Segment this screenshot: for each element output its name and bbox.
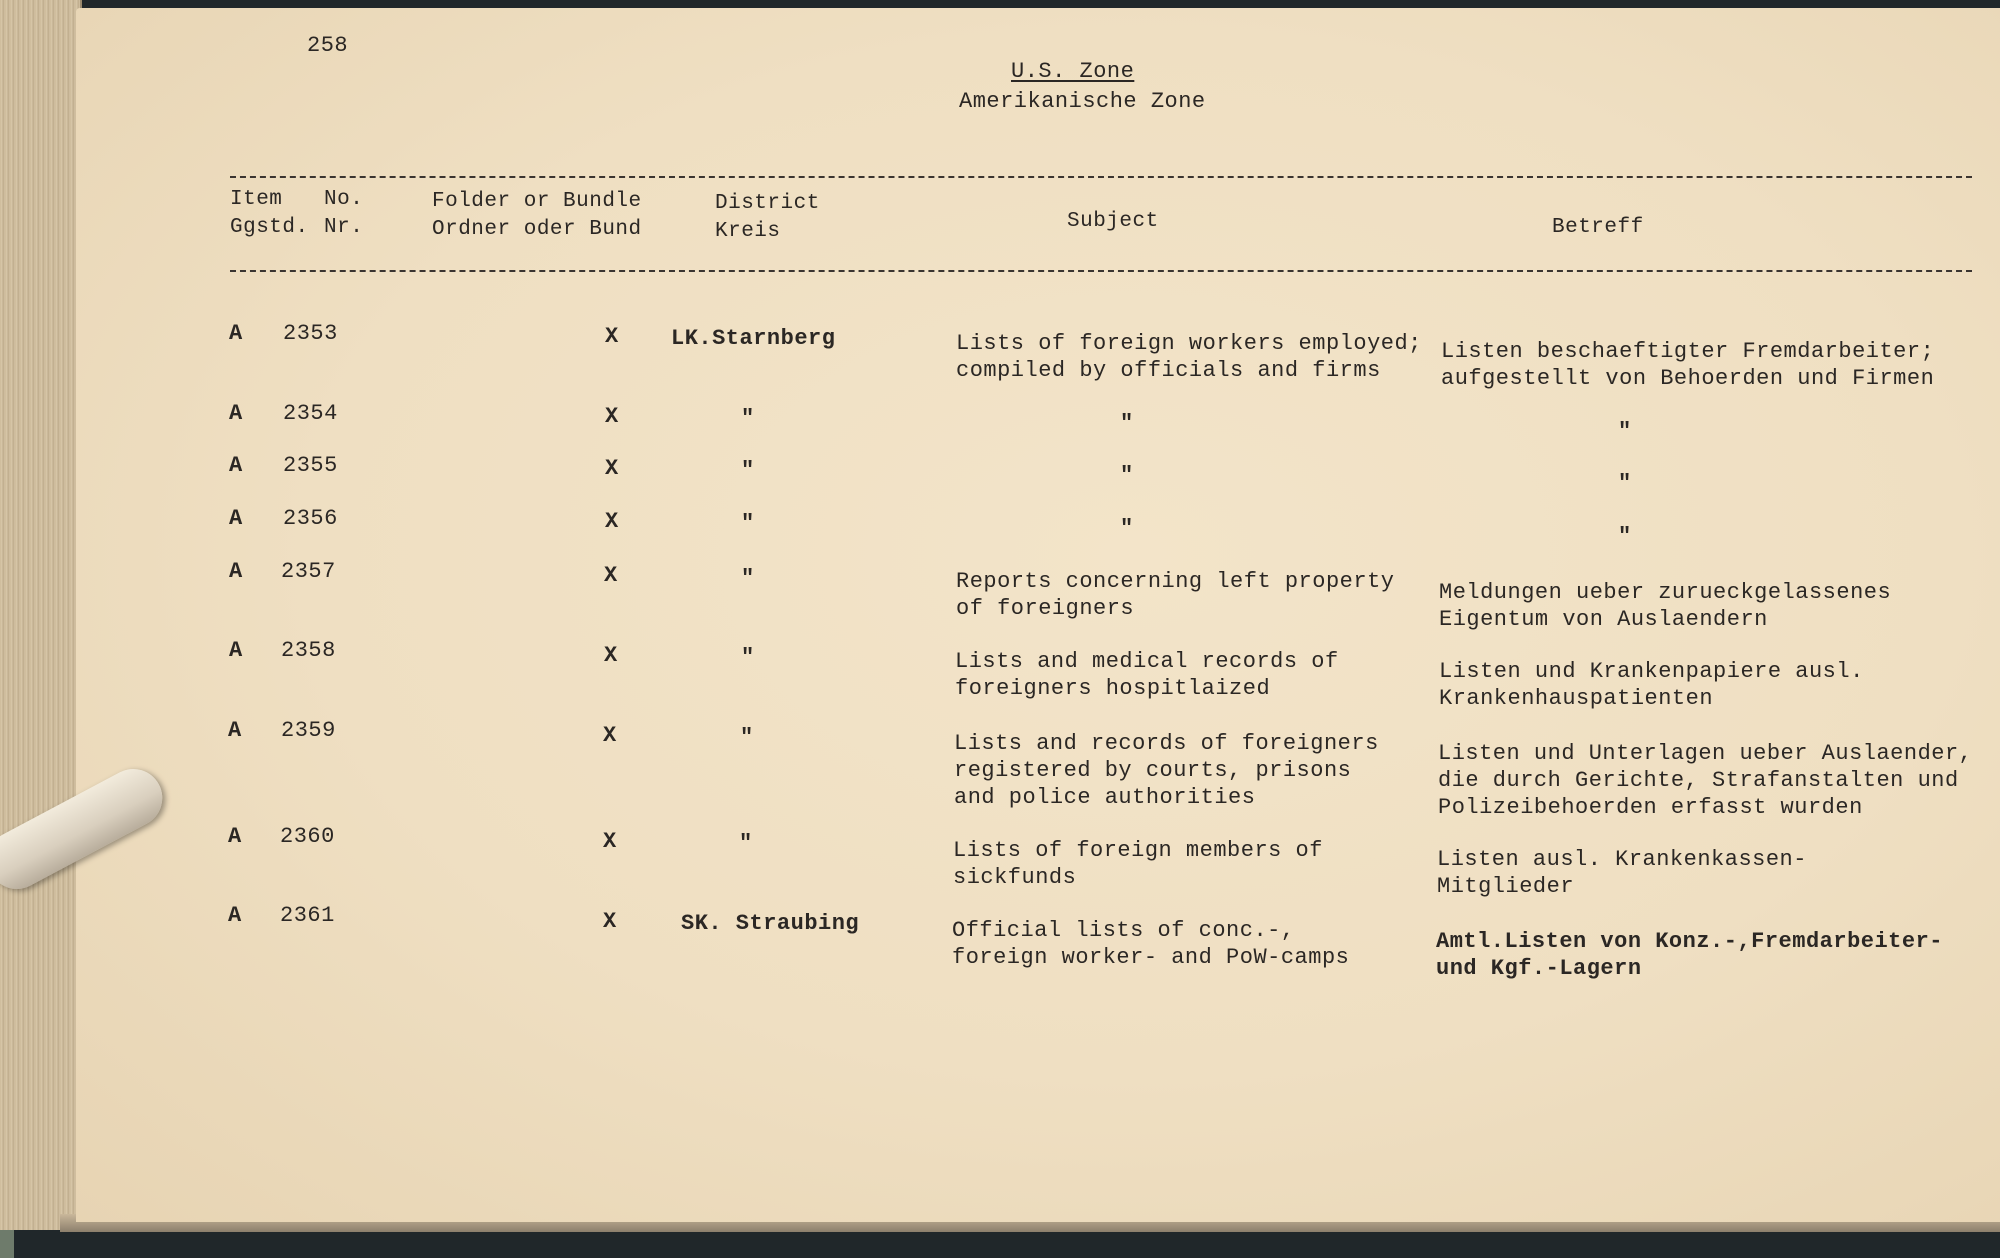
- zone-subtitle: Amerikanische Zone: [959, 89, 1206, 114]
- row-folder-mark: X: [605, 456, 619, 481]
- row-number: 2360: [280, 824, 335, 849]
- row-betreff: Meldungen ueber zurueckgelassenes Eigentum von Auslaendern: [1439, 580, 1892, 632]
- row-subject: Official lists of conc.-, foreign worker- and PoW-camps: [952, 918, 1350, 970]
- row-number: 2355: [283, 453, 338, 478]
- col-no-label-de: Nr.: [324, 216, 364, 239]
- row-subject: ": [1120, 463, 1134, 488]
- col-folder-label-de: Ordner oder Bund: [432, 218, 642, 241]
- col-folder-label: Folder or Bundle: [432, 190, 642, 213]
- col-item-label-de: Ggstd.: [230, 216, 309, 239]
- row-betreff: Listen ausl. Krankenkassen- Mitglieder: [1437, 847, 1807, 899]
- col-item-label: Item: [230, 188, 283, 211]
- row-betreff: Listen beschaeftigter Fremdarbeiter; aufgestellt von Behoerden und Firmen: [1441, 339, 1935, 391]
- zone-title: U.S. Zone: [1011, 59, 1135, 84]
- row-item: A: [229, 453, 243, 478]
- row-subject: Reports concerning left property of foreigners: [956, 569, 1395, 621]
- row-number: 2353: [283, 321, 338, 346]
- header-rule-top: [230, 176, 1972, 178]
- row-item: A: [229, 559, 243, 584]
- row-subject: Lists of foreign workers employed; compiled by officials and firms: [956, 331, 1422, 383]
- row-district: ": [741, 458, 755, 483]
- row-item: A: [229, 321, 243, 346]
- row-folder-mark: X: [604, 643, 618, 668]
- row-subject: Lists and medical records of foreigners hospitlaized: [955, 649, 1339, 701]
- row-district: ": [741, 566, 755, 591]
- row-number: 2356: [283, 506, 338, 531]
- row-item: A: [229, 401, 243, 426]
- row-subject: Lists of foreign members of sickfunds: [953, 838, 1323, 890]
- row-subject: Lists and records of foreigners registered by courts, prisons and police authorities: [954, 731, 1379, 810]
- row-folder-mark: X: [604, 563, 618, 588]
- row-district: ": [741, 511, 755, 536]
- row-item: A: [228, 903, 242, 928]
- row-betreff: ": [1618, 471, 1632, 496]
- row-folder-mark: X: [605, 509, 619, 534]
- page-number: 258: [307, 33, 349, 58]
- row-betreff: Listen und Unterlagen ueber Auslaender, die durch Gerichte, Strafanstalten und Polizeibehoerden erfasst wurden: [1438, 741, 1973, 820]
- col-district-label: District: [715, 192, 820, 215]
- row-betreff: ": [1618, 419, 1632, 444]
- row-betreff: Amtl.Listen von Konz.-,Fremdarbeiter- und Kgf.-Lagern: [1436, 929, 1943, 981]
- row-district: ": [741, 645, 755, 670]
- row-number: 2361: [280, 903, 335, 928]
- col-betreff-label: Betreff: [1552, 216, 1644, 239]
- row-folder-mark: X: [603, 723, 617, 748]
- row-number: 2357: [281, 559, 336, 584]
- row-item: A: [229, 506, 243, 531]
- row-folder-mark: X: [605, 324, 619, 349]
- row-number: 2359: [281, 718, 336, 743]
- row-subject: ": [1120, 411, 1134, 436]
- row-district: LK.Starnberg: [671, 326, 836, 351]
- row-subject: ": [1120, 516, 1134, 541]
- row-item: A: [228, 824, 242, 849]
- row-number: 2358: [281, 638, 336, 663]
- row-betreff: Listen und Krankenpapiere ausl. Krankenhauspatienten: [1439, 659, 1864, 711]
- row-betreff: ": [1618, 524, 1632, 549]
- header-rule-bottom: [230, 270, 1972, 272]
- row-district: ": [739, 831, 753, 856]
- col-district-label-de: Kreis: [715, 220, 781, 243]
- col-subject-label: Subject: [1067, 210, 1159, 233]
- col-no-label: No.: [324, 188, 364, 211]
- row-district: ": [741, 406, 755, 431]
- row-district: ": [740, 725, 754, 750]
- row-item: A: [229, 638, 243, 663]
- book-page-edges: [0, 0, 82, 1230]
- row-folder-mark: X: [603, 909, 617, 934]
- row-number: 2354: [283, 401, 338, 426]
- row-district: SK. Straubing: [681, 911, 860, 936]
- row-item: A: [228, 718, 242, 743]
- row-folder-mark: X: [605, 404, 619, 429]
- row-folder-mark: X: [603, 829, 617, 854]
